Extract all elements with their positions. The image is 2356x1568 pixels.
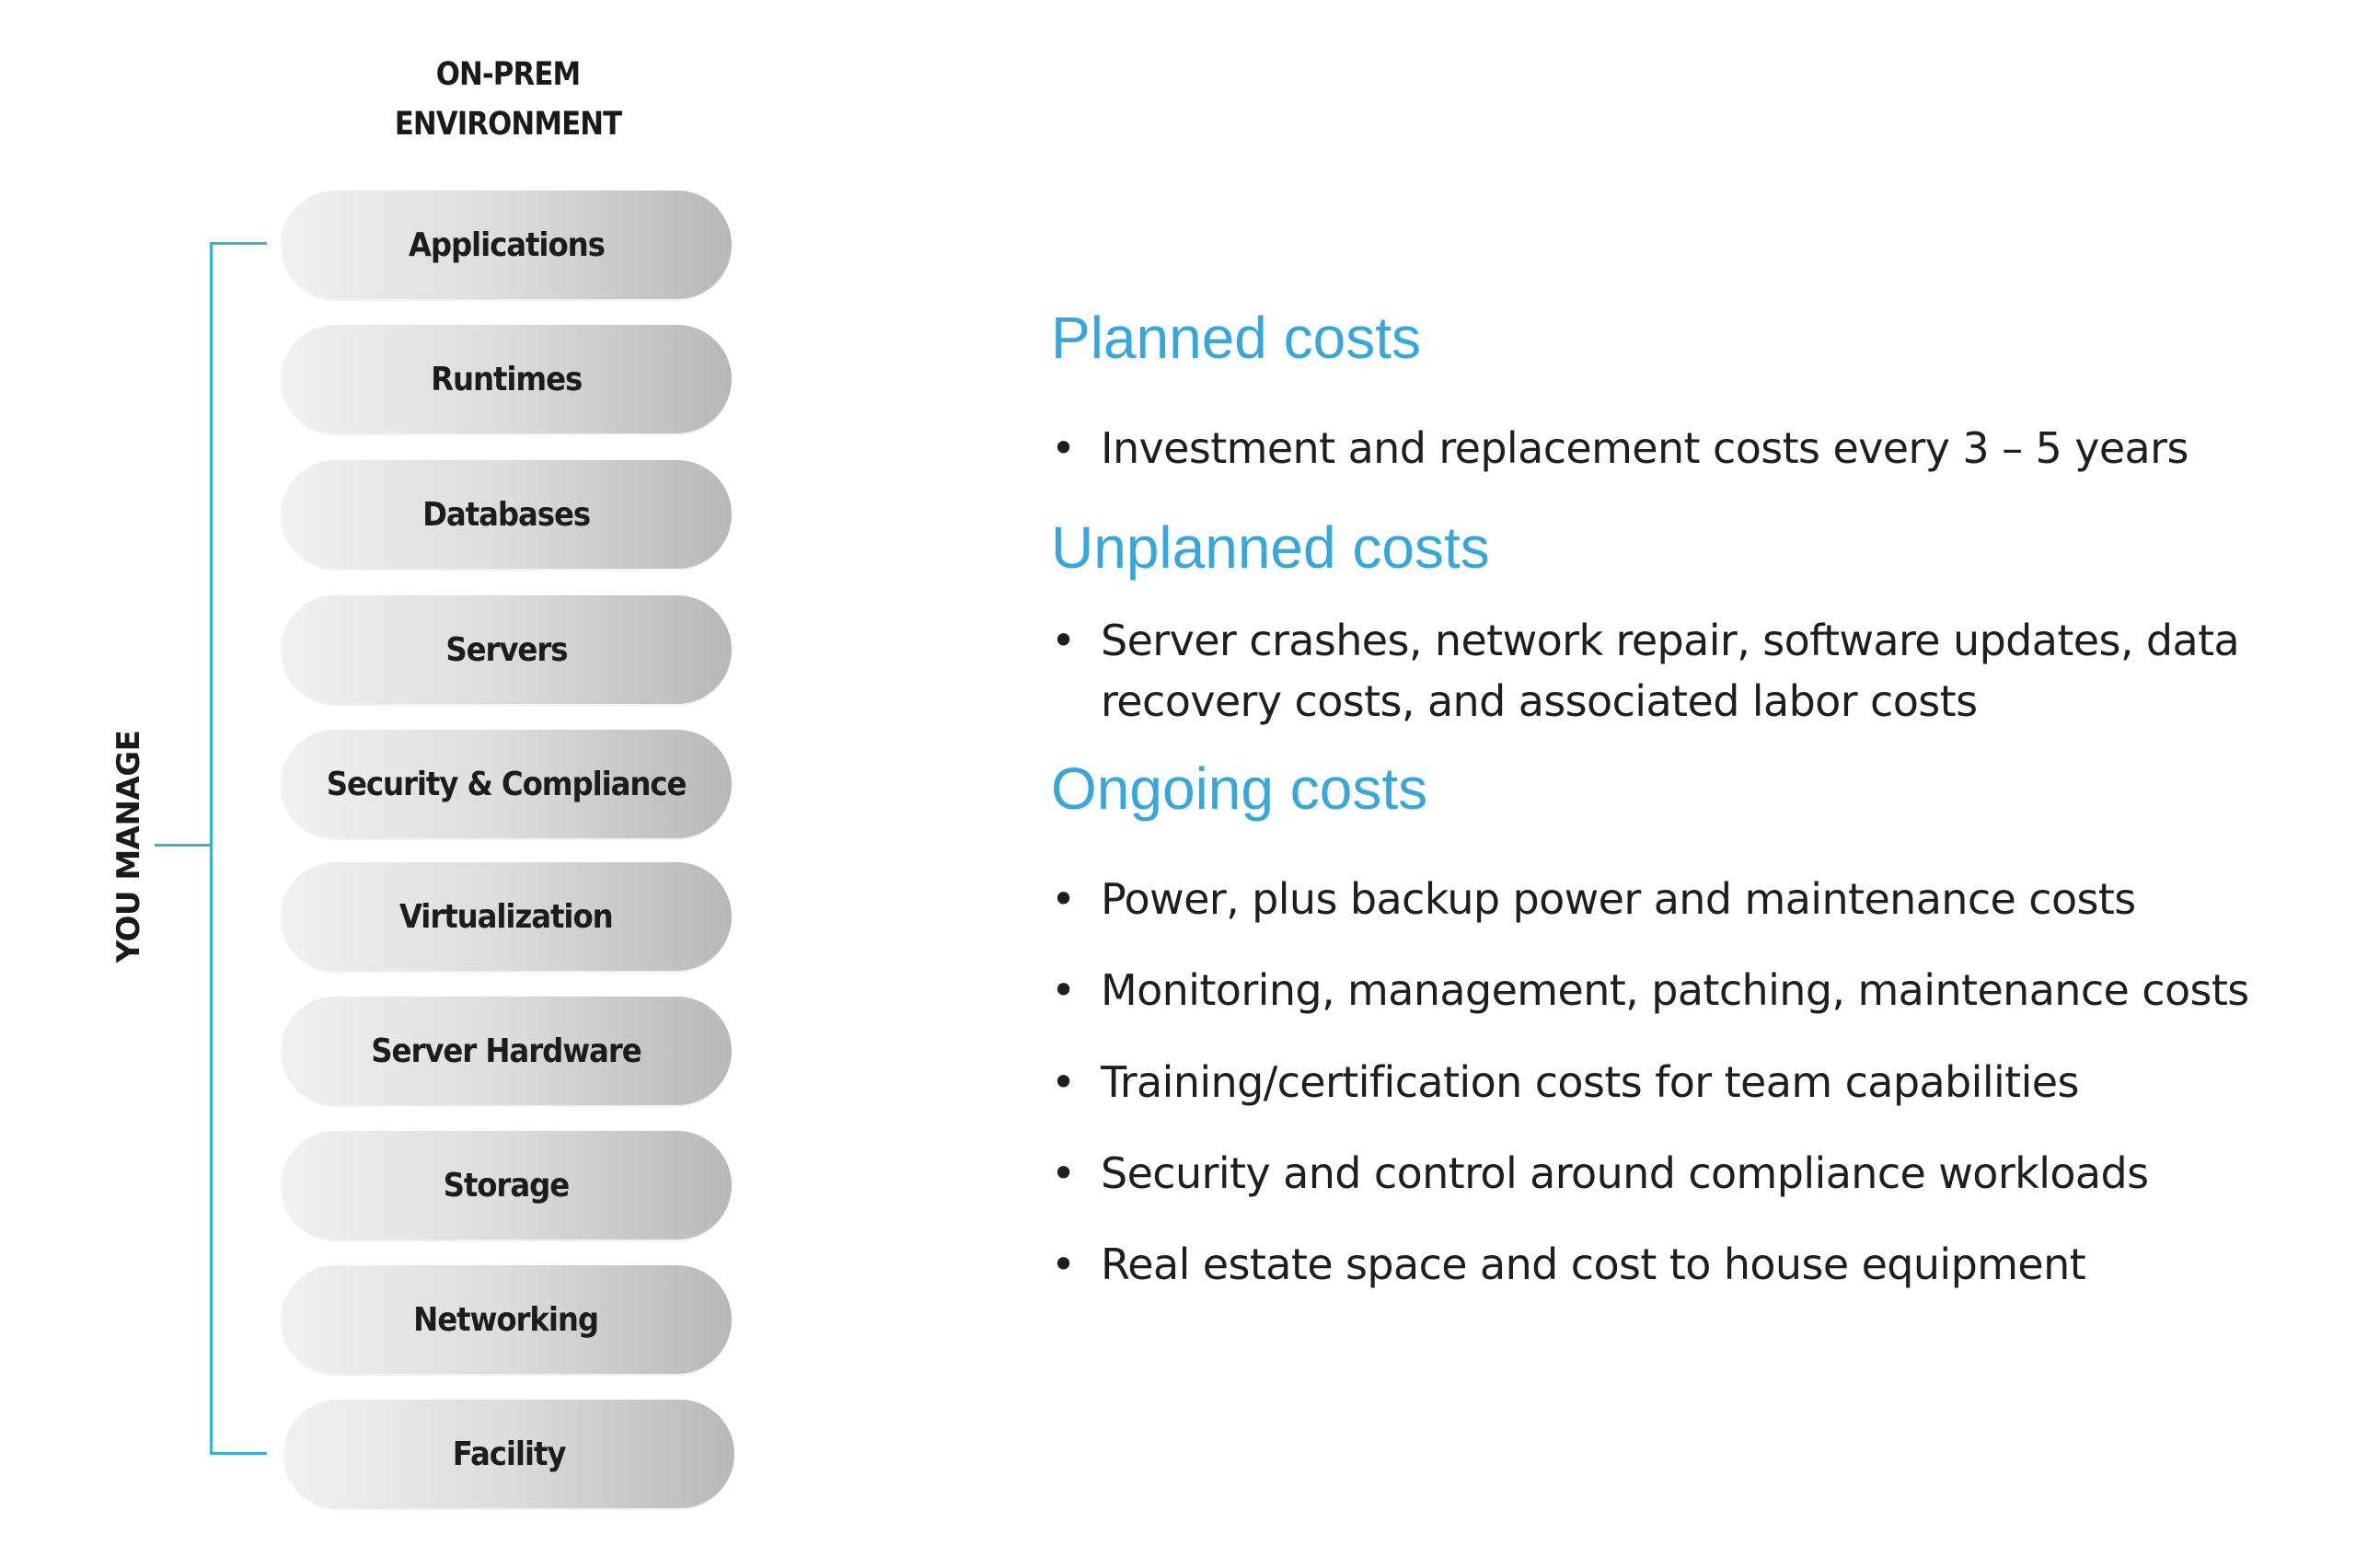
bullet-text: Power, plus backup power and maintenance costs (1101, 874, 2136, 924)
bullet-dot: • (1051, 1239, 1076, 1289)
stack-layer-networking (281, 1265, 732, 1374)
bullet-text: Monitoring, management, patching, maintenance costs (1101, 965, 2249, 1015)
stack-layer-label: Databases (422, 495, 590, 534)
unplanned-cost-item (1051, 610, 2275, 732)
stack-layer-server-hardware (281, 997, 732, 1105)
ongoing-cost-item (1051, 960, 2275, 1020)
ongoing-cost-item (1051, 1143, 2275, 1204)
stack-layer-label: Runtimes (430, 360, 583, 398)
stack-layer-databases (281, 460, 732, 569)
stack-layer-storage (281, 1131, 732, 1239)
bullet-text: Investment and replacement costs every 3 – 5 years (1101, 423, 2189, 473)
stack-layer-applications (281, 190, 732, 299)
ongoing-cost-item (1051, 1234, 2275, 1295)
stack-layer-label: Security & Compliance (326, 765, 687, 803)
bullet-text: Security and control around compliance workloads (1101, 1148, 2149, 1198)
ongoing-costs-heading: Ongoing costs (1051, 755, 1428, 822)
environment-title-line2: ENVIRONMENT (394, 106, 622, 143)
bullet-dot: • (1051, 423, 1076, 473)
ongoing-cost-item (1051, 1052, 2275, 1113)
stack-layer-label: Servers (445, 630, 568, 669)
bullet-dot: • (1051, 1057, 1076, 1107)
you-manage-label: YOU MANAGE (110, 730, 147, 963)
planned-costs-heading: Planned costs (1051, 305, 1422, 371)
stack-layer-label: Server Hardware (371, 1032, 641, 1070)
you-manage-bracket (210, 242, 267, 1455)
stack-layer-label: Networking (413, 1300, 599, 1339)
stack-layer-runtimes (281, 325, 732, 433)
unplanned-costs-heading: Unplanned costs (1051, 514, 1490, 581)
you-manage-bracket-tick (155, 844, 212, 847)
stack-layer-facility (283, 1400, 734, 1508)
environment-title (346, 50, 670, 149)
stack-layer-security-compliance (281, 730, 732, 838)
stack-layer-servers (281, 595, 732, 704)
environment-title-line1: ON-PREM (435, 56, 581, 93)
bullet-dot: • (1051, 1148, 1076, 1198)
bullet-dot: • (1051, 616, 1076, 665)
bullet-dot: • (1051, 874, 1076, 924)
ongoing-cost-item (1051, 869, 2275, 929)
stack-layer-label: Applications (408, 225, 605, 264)
stack-layer-label: Storage (443, 1166, 570, 1205)
bullet-dot: • (1051, 965, 1076, 1015)
bullet-text: Real estate space and cost to house equipment (1101, 1239, 2086, 1289)
stack-layer-virtualization (281, 862, 732, 971)
stack-layer-label: Virtualization (399, 897, 613, 936)
bullet-text: Training/certification costs for team capabilities (1101, 1057, 2079, 1107)
planned-cost-item (1051, 418, 2275, 478)
bullet-text: Server crashes, network repair, software updates, data recovery costs, and associated labor costs (1101, 616, 2240, 726)
stack-layer-label: Facility (452, 1435, 566, 1473)
